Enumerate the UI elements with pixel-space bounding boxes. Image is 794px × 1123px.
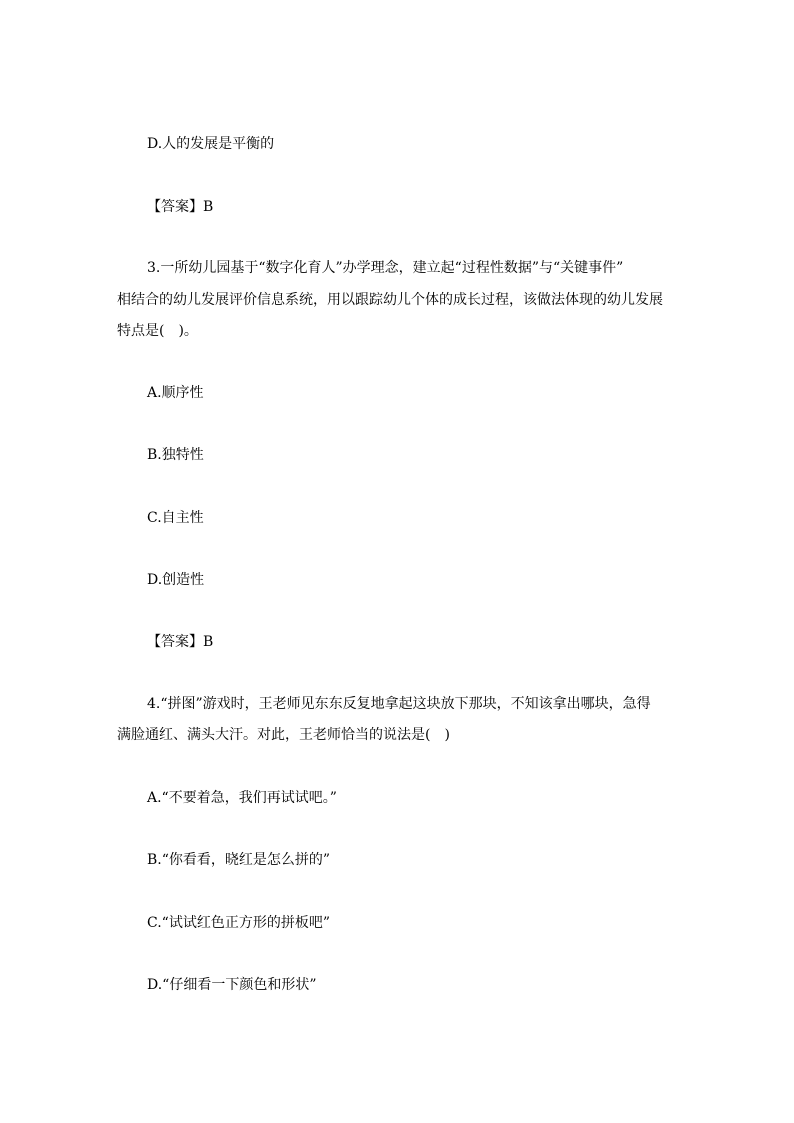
q3-option-b: B.独特性	[147, 447, 204, 463]
q2-option-d: D.人的发展是平衡的	[147, 136, 275, 152]
q3-stem-line-2: 相结合的幼儿发展评价信息系统，用以跟踪幼儿个体的成长过程，该做法体现的幼儿发展	[117, 292, 663, 308]
q3-stem-line-1: 3.一所幼儿园基于“数字化育人”办学理念，建立起“过程性数据”与“关键事件”	[147, 260, 624, 276]
q3-stem-line-3: 特点是( )。	[117, 323, 198, 339]
q4-option-a: A.“不要着急，我们再试试吧。”	[147, 790, 337, 806]
q2-answer: 【答案】B	[147, 199, 214, 215]
q3-option-a: A.顺序性	[147, 385, 204, 401]
q3-option-c: C.自主性	[147, 510, 204, 526]
q4-stem-line-2: 满脸通红、满头大汗。对此，王老师恰当的说法是( )	[117, 727, 450, 743]
q4-option-b: B.“你看看，晓红是怎么拼的”	[147, 852, 331, 868]
q3-answer: 【答案】B	[147, 634, 214, 650]
q4-option-d: D.“仔细看一下颜色和形状”	[147, 977, 317, 993]
q4-stem-line-1: 4.“拼图”游戏时，王老师见东东反复地拿起这块放下那块，不知该拿出哪块，急得	[147, 696, 651, 712]
q4-option-c: C.“试试红色正方形的拼板吧”	[147, 915, 330, 931]
q3-option-d: D.创造性	[147, 572, 205, 588]
